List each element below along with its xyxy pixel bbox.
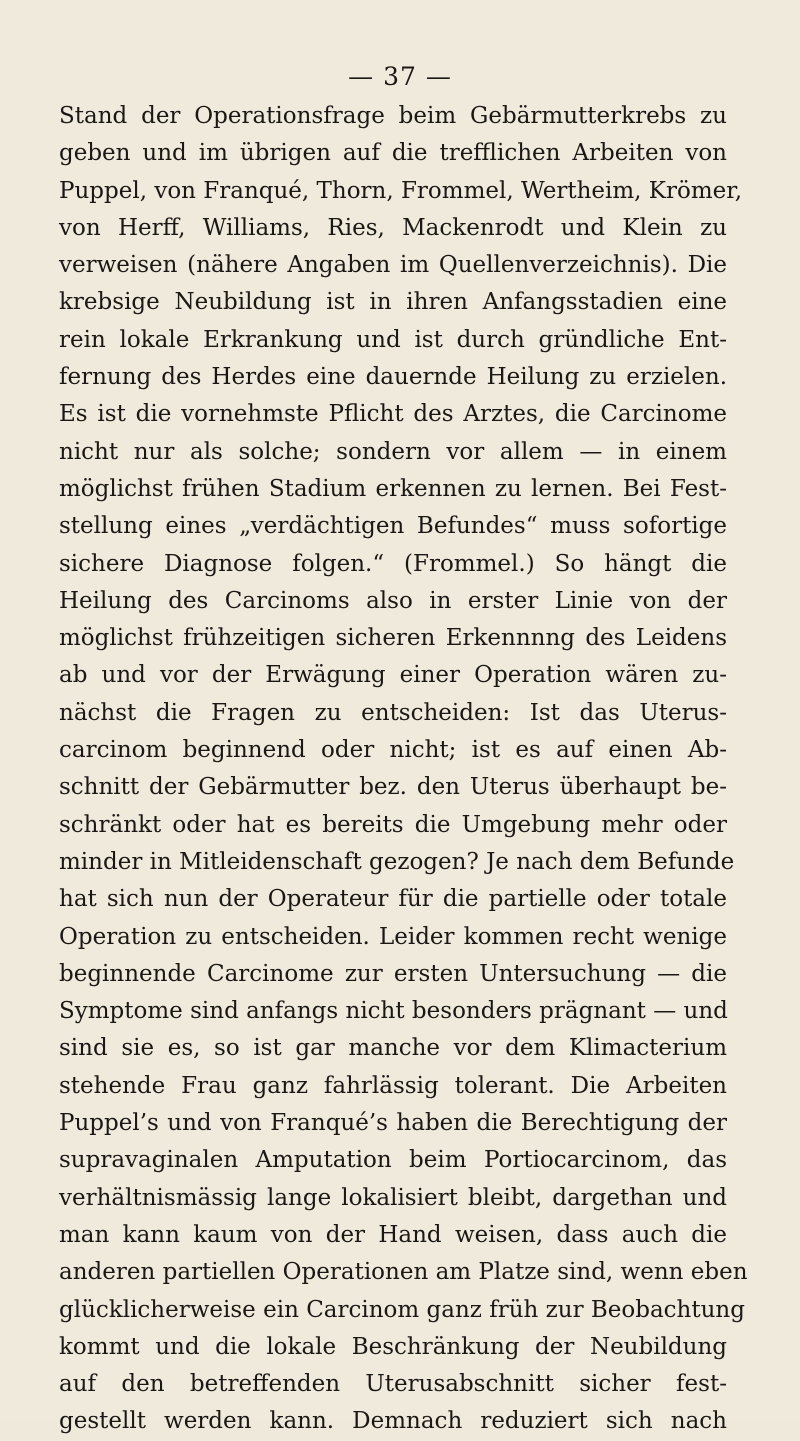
text-line: ab und vor der Erwägung einer Operation wären zu- xyxy=(59,662,727,689)
text-line: Symptome sind anfangs nicht besonders prägnant — und xyxy=(59,998,728,1025)
text-line: möglichst frühen Stadium erkennen zu lernen. Bei Fest- xyxy=(59,475,727,502)
text-line: fernung des Herdes eine dauernde Heilung zu erzielen. xyxy=(59,364,727,391)
text-line: verhältnismässig lange lokalisiert bleibt, dargethan und xyxy=(59,1184,727,1211)
text-line: nicht nur als solche; sondern vor allem — in einem xyxy=(59,438,727,465)
text-line: sind sie es, so ist gar manche vor dem Klimacterium xyxy=(59,1035,727,1062)
text-line: schränkt oder hat es bereits die Umgebung mehr oder xyxy=(59,811,727,838)
text-line: verweisen (nähere Angaben im Quellenverzeichnis). Die xyxy=(59,252,727,279)
text-line: sichere Diagnose folgen.“ (Frommel.) So hängt die xyxy=(59,550,727,577)
text-line: geben und im übrigen auf die trefflichen Arbeiten von xyxy=(59,140,727,167)
text-line: carcinom beginnend oder nicht; ist es auf einen Ab- xyxy=(59,737,727,764)
text-line: kommt und die lokale Beschränkung der Neubildung xyxy=(59,1333,727,1360)
text-line: supravaginalen Amputation beim Portiocarcinom, das xyxy=(59,1147,727,1174)
body-text xyxy=(59,98,748,1441)
text-line: anderen partiellen Operationen am Platze sind, wenn eben xyxy=(59,1259,748,1286)
text-line: schnitt der Gebärmutter bez. den Uterus überhaupt be- xyxy=(59,774,727,801)
text-line: rein lokale Erkrankung und ist durch gründliche Ent- xyxy=(59,326,727,353)
text-line: Stand der Operationsfrage beim Gebärmutterkrebs zu xyxy=(59,103,727,129)
text-line: glücklicherweise ein Carcinom ganz früh zur Beobachtung xyxy=(59,1296,745,1323)
text-line: beginnende Carcinome zur ersten Untersuchung — die xyxy=(59,960,727,987)
text-line: Puppel’s und von Franqué’s haben die Berechtigung der xyxy=(59,1110,727,1137)
text-line: Puppel, von Franqué, Thorn, Frommel, Wertheim, Krömer, xyxy=(59,177,743,204)
text-line: möglichst frühzeitigen sicheren Erkennnng des Leidens xyxy=(59,625,727,652)
text-line: von Herff, Williams, Ries, Mackenrodt und Klein zu xyxy=(59,214,727,241)
text-line: gestellt werden kann. Demnach reduziert sich nach xyxy=(59,1408,727,1435)
text-line: Operation zu entscheiden. Leider kommen recht wenige xyxy=(59,923,727,950)
page-number: — 37 — xyxy=(348,62,452,91)
text-line: krebsige Neubildung ist in ihren Anfangsstadien eine xyxy=(59,289,727,316)
text-line: Heilung des Carcinoms also in erster Linie von der xyxy=(59,587,727,614)
text-line: hat sich nun der Operateur für die partielle oder totale xyxy=(59,886,727,913)
text-line: Es ist die vornehmste Pflicht des Arztes, die Carcinome xyxy=(59,401,727,428)
text-line: minder in Mitleidenschaft gezogen? Je nach dem Befunde xyxy=(59,848,735,875)
text-line: nächst die Fragen zu entscheiden: Ist das Uterus- xyxy=(59,699,727,726)
text-line: auf den betreffenden Uterusabschnitt sicher fest- xyxy=(59,1371,727,1398)
text-line: stehende Frau ganz fahrlässig tolerant. Die Arbeiten xyxy=(59,1072,727,1099)
text-line: man kann kaum von der Hand weisen, dass auch die xyxy=(59,1221,727,1248)
text-line: stellung eines „verdächtigen Befundes“ muss sofortige xyxy=(59,513,727,540)
